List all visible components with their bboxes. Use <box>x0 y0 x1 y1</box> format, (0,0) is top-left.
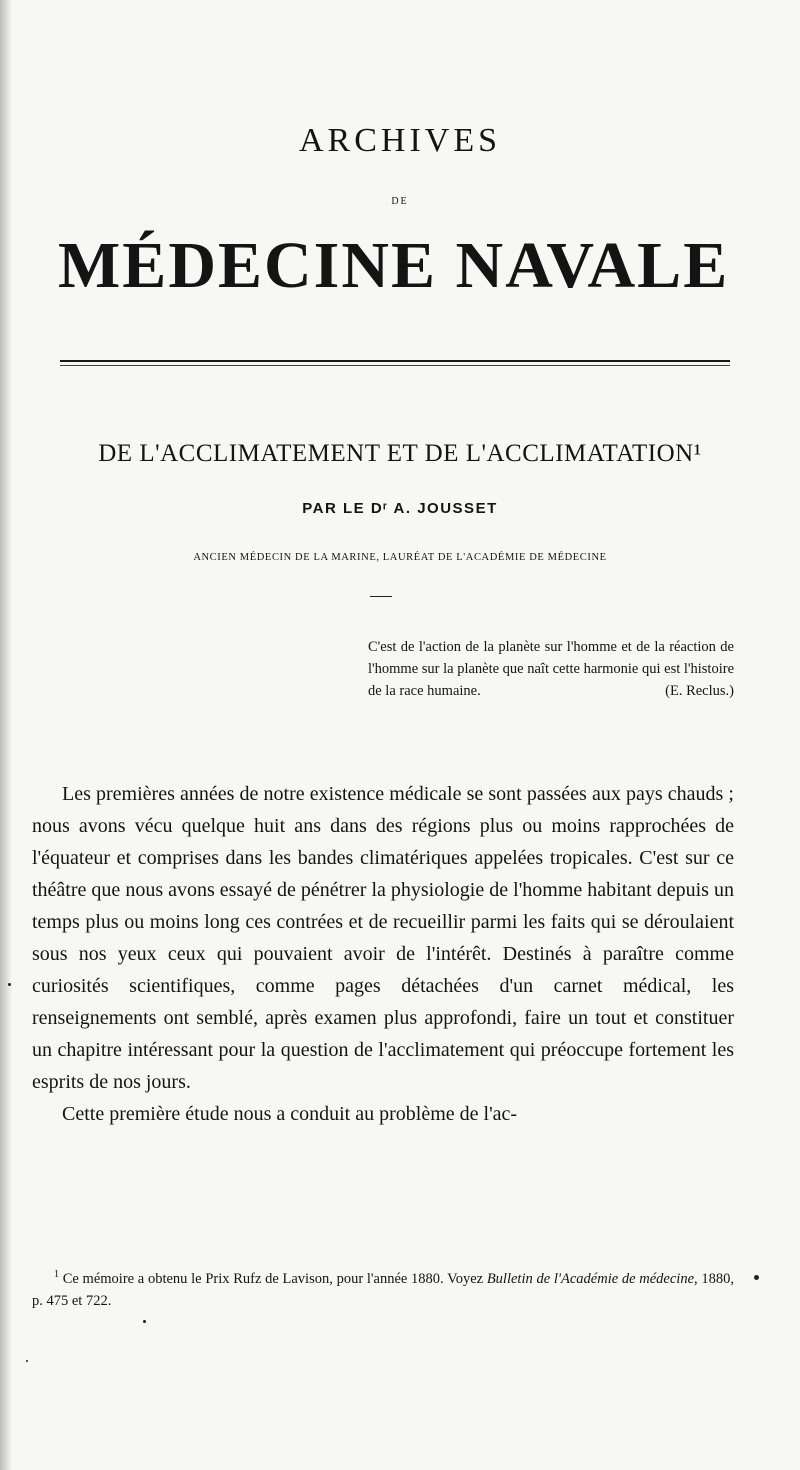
journal-title-de: DE <box>391 196 409 207</box>
footnote-marker: 1 <box>54 1269 59 1280</box>
body-paragraph-2: Cette première étude nous a conduit au problème de l'ac- <box>62 1103 518 1125</box>
article-title: DE L'ACCLIMATEMENT ET DE L'ACCLIMATATION¹ <box>98 440 702 467</box>
journal-title-medecine-navale: MÉDECINE NAVALE <box>58 229 730 302</box>
footnote-journal-title: Bulletin de l'Académie de médecine <box>486 1270 695 1287</box>
article-body <box>32 778 734 1130</box>
footnote-text-end: , 1880, p. 475 et 722. <box>32 1270 734 1309</box>
footnote-text-start: Ce mémoire a obtenu le Prix Rufz de Lavison, pour l'année 1880. Voyez <box>62 1270 484 1287</box>
print-speck <box>8 983 11 986</box>
print-speck <box>26 1360 28 1362</box>
print-speck <box>143 1320 146 1323</box>
header-rule-thin <box>60 365 730 366</box>
author-affiliation: ANCIEN MÉDECIN DE LA MARINE, LAURÉAT DE L'ACADÉMIE DE MÉDECINE <box>193 552 607 563</box>
separator-dash <box>370 596 392 597</box>
body-paragraph-1: Les premières années de notre existence médicale se sont passées aux pays chauds ; nous avons vécu quelque huit ans dans des régions plus ou moins rapprochées de l'équateur et comprises dans les bandes climatériques appelées tropicales. C'est sur ce théâtre que nous avons essayé de pénétrer la physiologie de l'homme habitant depuis un temps plus ou moins long ces contrées et de recueillir parmi les faits qui se déroulaient sous nos yeux ceux qui pouvaient avoir de l'intérêt. Destinés à paraître comme curiosités scientifiques, comme pages détachées d'un carnet médical, les renseignements ont semblé, après examen plus approfondi, faire un tout et constituer un chapitre intéressant pour la question de l'acclimatement qui préoccupe fortement les esprits de nos jours. <box>32 783 734 1093</box>
header-rule <box>60 360 730 362</box>
footnote <box>32 1264 734 1312</box>
page-edge-shadow <box>0 0 12 1470</box>
print-speck <box>754 1275 759 1280</box>
article-byline: PAR LE Dʳ A. JOUSSET <box>302 500 498 517</box>
epigraph-text: C'est de l'action de la planète sur l'homme et de la réaction de l'homme sur la planète que naît cette harmonie qui est l'histoire de la race humaine. <box>368 639 735 699</box>
journal-title-archives: ARCHIVES <box>298 122 502 159</box>
epigraph-attribution: (E. Reclus.) <box>665 683 734 699</box>
epigraph <box>368 636 734 702</box>
